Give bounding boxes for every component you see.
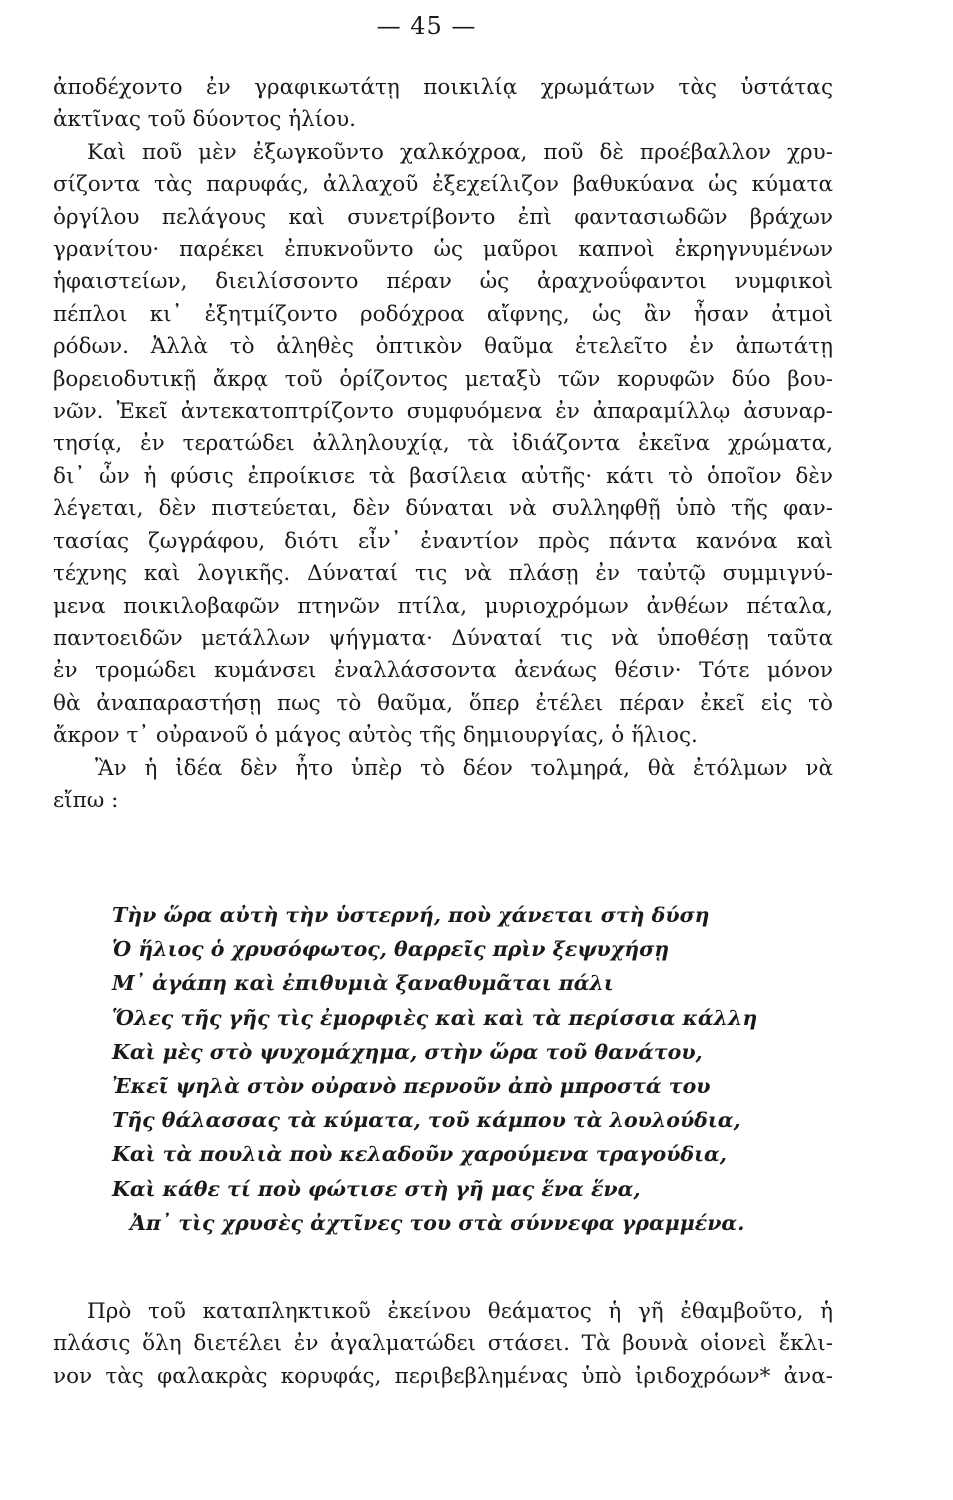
text-line: ἀκτῖνας τοῦ δύοντος ἡλίου.	[53, 107, 357, 133]
text-line: σίζοντα τὰς παρυφάς, ἀλλαχοῦ ἐξεχείλιζον βαθυκύανα ὡς κύματα	[53, 172, 833, 198]
text-line: ἄκρον τ᾽ οὐρανοῦ ὁ μάγος αὐτὸς τῆς δημιουργίας, ὁ ἥλιος.	[53, 723, 698, 749]
poem-verse: Ὁ ἥλιος ὁ χρυσόφωτος, θαρρεῖς πρὶν ξεψυχήσῃ	[112, 937, 670, 962]
prose-block-bottom	[53, 1296, 833, 1393]
prose-block-top	[53, 72, 833, 817]
poem-verse: Καὶ τὰ πουλιὰ ποὺ κελαδοῦν χαρούμενα τραγούδια,	[112, 1142, 727, 1167]
poem-verse: Τῆς θάλασσας τὰ κύματα, τοῦ κάμπου τὰ λουλούδια,	[112, 1108, 741, 1133]
poem-verse: Ὅλες τῆς γῆς τὶς ἐμορφιὲς καὶ καὶ τὰ περίσσια κάλλη	[112, 1005, 758, 1030]
text-line: νῶν. Ἐκεῖ ἀντεκατοπτρίζοντο συμφυόμενα ἐν ἀπαραμίλλῳ ἀσυναρ-	[53, 399, 833, 425]
poem-verse: Τὴν ὥρα αὐτὴ τὴν ὑστερνή, ποὺ χάνεται στὴ δύση	[112, 903, 710, 927]
poem-verse: Καὶ κάθε τί ποὺ φώτισε στὴ γῆ μας ἕνα ἕνα,	[112, 1176, 641, 1201]
text-line: Ἂν ἡ ἰδέα δὲν ἦτο ὑπὲρ τὸ δέον τολμηρά, θὰ ἐτόλμων νὰ	[95, 755, 833, 781]
text-line: Πρὸ τοῦ καταπληκτικοῦ ἐκείνου θεάματος ἡ γῆ ἐθαμβοῦτο, ἡ	[87, 1299, 833, 1324]
text-line: ἐν τρομώδει κυμάνσει ἐναλλάσσοντα ἀενάως θέσιν· Τότε μόνον	[53, 658, 833, 684]
text-line: πλάσις ὅλη διετέλει ἐν ἀγαλματώδει στάσει. Τὰ βουνὰ οἱονεὶ ἔκλι-	[53, 1331, 833, 1357]
poem-verse: Καὶ μὲς στὸ ψυχομάχημα, στὴν ὥρα τοῦ θανάτου,	[112, 1039, 703, 1064]
text-line: πέπλοι κι᾽ ἐξητμίζοντο ροδόχροα αἴφνης, ὡς ἂν ἦσαν ἀτμοὶ	[53, 301, 833, 327]
text-line: ὀργίλου πελάγους καὶ συνετρίβοντο ἐπὶ φαντασιωδῶν βράχων	[53, 204, 833, 230]
text-line: τέχνης καὶ λογικῆς. Δύναταί τις νὰ πλάσῃ ἐν ταὐτῷ συμμιγνύ-	[53, 561, 833, 587]
text-line: ἡφαιστείων, διειλίσσοντο πέραν ὡς ἀραχνοΰφαντοι νυμφικοὶ	[53, 269, 833, 295]
text-line: λέγεται, δὲν πιστεύεται, δὲν δύναται νὰ συλληφθῇ ὑπὸ τῆς φαν-	[53, 496, 833, 522]
poem-block	[112, 898, 792, 1240]
text-line: Καὶ ποῦ μὲν ἐξωγκοῦντο χαλκόχροα, ποῦ δὲ προέβαλλον χρυ-	[87, 139, 833, 165]
poem-verse: Ἀπ᾽ τὶς χρυσὲς ἀχτῖνες του στὰ σύννεφα γραμμένα.	[130, 1210, 745, 1235]
text-line: εἴπω :	[53, 787, 119, 813]
text-line: ρόδων. Ἀλλὰ τὸ ἀληθὲς ὀπτικὸν θαῦμα ἐτελεῖτο ἐν ἀπωτάτῃ	[53, 334, 833, 360]
page-number: — 45 —	[376, 12, 477, 40]
text-line: τασίας ζωγράφου, διότι εἶν᾽ ἐναντίον πρὸς πάντα κανόνα καὶ	[53, 528, 833, 554]
poem-verse: Μ᾽ ἀγάπη καὶ ἐπιθυμιὰ ξαναθυμᾶται πάλι	[112, 971, 614, 996]
text-line: τησίᾳ, ἐν τερατώδει ἀλληλουχίᾳ, τὰ ἰδιάζοντα ἐκεῖνα χρώματα,	[53, 431, 833, 457]
text-line: ἀποδέχοντο ἐν γραφικωτάτῃ ποικιλίᾳ χρωμάτων τὰς ὑστάτας	[53, 75, 833, 100]
text-line: δι᾽ ὧν ἡ φύσις ἐπροίκισε τὰ βασίλεια αὐτῆς· κάτι τὸ ὁποῖον δὲν	[53, 463, 833, 489]
text-line: παντοειδῶν μετάλλων ψήγματα· Δύναταί τις νὰ ὑποθέσῃ ταῦτα	[53, 625, 833, 651]
text-line: μενα ποικιλοβαφῶν πτηνῶν πτίλα, μυριοχρόμων ἀνθέων πέταλα,	[53, 593, 833, 619]
poem-verse: Ἐκεῖ ψηλὰ στὸν οὐρανὸ περνοῦν ἀπὸ μπροστά του	[112, 1074, 711, 1099]
text-line: βορειοδυτικῇ ἄκρᾳ τοῦ ὁρίζοντος μεταξὺ τῶν κορυφῶν δύο βου-	[53, 366, 833, 392]
text-line: θὰ ἀναπαραστήσῃ πως τὸ θαῦμα, ὅπερ ἐτέλει πέραν ἐκεῖ εἰς τὸ	[53, 690, 833, 716]
text-line: νον τὰς φαλακρὰς κορυφάς, περιβεβλημένας ὑπὸ ἰριδοχρόων* ἀνα-	[53, 1363, 833, 1389]
text-line: γρανίτου· παρέκει ἐπυκνοῦντο ὡς μαῦροι καπνοὶ ἐκρηγνυμένων	[53, 237, 833, 263]
